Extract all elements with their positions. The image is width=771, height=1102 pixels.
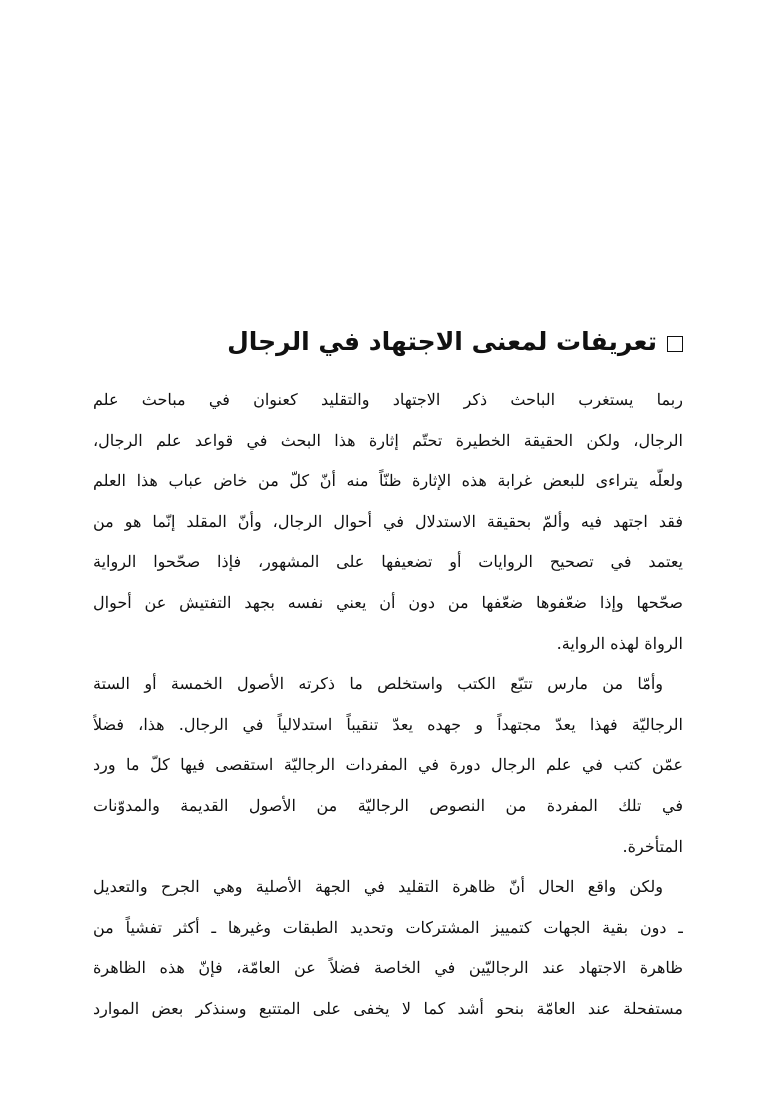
- text-line: يعتمد في تصحيح الروايات أو تضعيفها على المشهور، فإذا صحّحوا الرواية: [93, 552, 683, 572]
- text-line: في تلك المفردة من النصوص الرجاليّة من الأصول القديمة والمدوّنات: [93, 795, 683, 815]
- text-line: مستفحلة عند العامّة بنحو أشد كما لا يخفى على المتتبع وسنذكر بعض الموارد: [93, 998, 683, 1018]
- text-line: ربما يستغرب الباحث ذكر الاجتهاد والتقليد كعنوان في مباحث علم: [93, 390, 683, 409]
- text-line: عمّن كتب في علم الرجال دورة في المفردات الرجاليّة استقصى فيها كلّ ما ورد: [93, 755, 683, 775]
- empty-square-icon: [667, 336, 683, 352]
- text-line: ولعلّه يتراءى للبعض غرابة هذه الإثارة ظنّاً منه أنّ كلّ من خاض عباب هذا العلم: [93, 471, 683, 491]
- text-line: فقد اجتهد فيه وألمّ بحقيقة الاستدلال في أحوال الرجال، وأنّ المقلد إنّما هو من: [93, 511, 683, 531]
- text-line: الرجاليّة فهذا يعدّ مجتهداً و جهده يعدّ تنقيباً استدلالياً في الرجال. هذا، فضلاً: [93, 714, 683, 734]
- text-line: الرواة لهذه الرواية.: [556, 633, 683, 653]
- text-line: المتأخرة.: [622, 836, 683, 856]
- text-line: وأمّا من مارس تتبّع الكتب واستخلص ما ذكرته الأصول الخمسة أو الستة: [93, 674, 663, 694]
- text-line: ولكن واقع الحال أنّ ظاهرة التقليد في الجهة الأصلية وهي الجرح والتعديل: [93, 877, 663, 897]
- section-heading: [88, 322, 683, 362]
- text-line: ظاهرة الاجتهاد عند الرجاليّين في الخاصة فضلاً عن العامّة، فإنّ هذه الظاهرة: [93, 958, 683, 978]
- text-line: صحّحها وإذا ضعّفوها ضعّفها من دون أن يعني نفسه بجهد التفتيش عن أحوال: [93, 592, 683, 612]
- section-title: تعريفات لمعنى الاجتهاد في الرجال: [227, 327, 657, 356]
- text-line: الرجال، ولكن الحقيقة الخطيرة تحتّم إثارة هذا البحث في قواعد علم الرجال،: [93, 430, 683, 450]
- text-line: ـ دون بقية الجهات كتمييز المشتركات وتحديد الطبقات وغيرها ـ أكثر تفشياً من: [93, 917, 683, 937]
- body-text: [93, 380, 683, 1030]
